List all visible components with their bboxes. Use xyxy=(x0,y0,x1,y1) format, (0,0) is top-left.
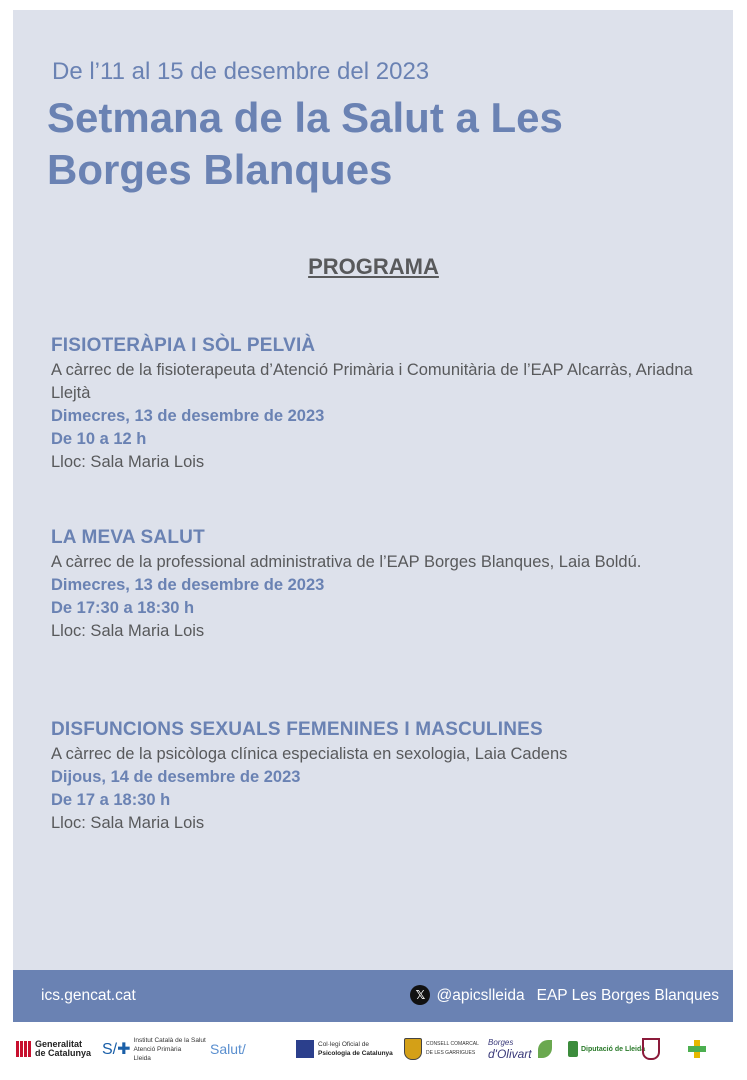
event-place: Lloc: Sala Maria Lois xyxy=(51,453,205,471)
ics-logo: S/✚ Institut Català de la Salut Atenció Primària Lleida xyxy=(102,1036,206,1062)
cross-logo xyxy=(688,1026,706,1072)
event-date: Dimecres, 13 de desembre de 2023 xyxy=(51,407,325,425)
page-title: Setmana de la Salut a Les Borges Blanques xyxy=(47,94,563,193)
event-date: Dimecres, 13 de desembre de 2023 xyxy=(51,576,325,594)
center-name: EAP Les Borges Blanques xyxy=(536,987,719,1004)
social-handle-link[interactable]: @apicslleida xyxy=(436,987,525,1004)
event-date: Dijous, 14 de desembre de 2023 xyxy=(51,768,301,786)
event-place: Lloc: Sala Maria Lois xyxy=(51,814,205,832)
borges-logo: Borges d'Olivart xyxy=(488,1026,552,1072)
diputacio-logo: Diputació de Lleida xyxy=(568,1026,645,1072)
generalitat-logo: Generalitat de Catalunya xyxy=(16,1026,91,1072)
copc-square-icon xyxy=(296,1040,314,1058)
x-logo-icon[interactable]: 𝕏 xyxy=(410,985,430,1005)
ajuntament-logo xyxy=(642,1026,660,1072)
event-item xyxy=(51,718,701,835)
event-time: De 10 a 12 h xyxy=(51,430,147,448)
salut-logo: Salut/ xyxy=(210,1041,246,1057)
crest-icon xyxy=(642,1038,660,1060)
event-place: Lloc: Sala Maria Lois xyxy=(51,622,205,640)
event-description: A càrrec de la psicòloga clínica especialista en sexologia, Laia Cadens xyxy=(51,745,568,763)
website-link[interactable]: ics.gencat.cat xyxy=(41,987,136,1004)
generalitat-bars-icon xyxy=(16,1041,31,1057)
cross-icon xyxy=(688,1040,706,1058)
event-title: DISFUNCIONS SEXUALS FEMENINES I MASCULINES xyxy=(51,719,543,740)
event-item xyxy=(51,526,701,643)
ics-s-icon: S/✚ xyxy=(102,1041,131,1058)
consell-logo: CONSELL COMARCAL DE LES GARRIGUES xyxy=(404,1026,480,1072)
date-range: De l’11 al 15 de desembre del 2023 xyxy=(52,58,430,85)
event-title: LA MEVA SALUT xyxy=(51,527,205,548)
footer-bar xyxy=(13,970,733,1022)
sponsor-logos xyxy=(14,1026,734,1072)
event-description: A càrrec de la fisioterapeuta d’Atenció Primària i Comunitària de l’EAP Alcarràs, Ariadna Llejtà xyxy=(51,361,693,402)
event-title: FISIOTERÀPIA I SÒL PELVIÀ xyxy=(51,335,316,356)
shield-icon xyxy=(404,1038,422,1060)
copc-logo: Col·legi Oficial de Psicologia de Catalunya xyxy=(296,1026,393,1072)
event-time: De 17 a 18:30 h xyxy=(51,791,171,809)
leaf-icon xyxy=(538,1040,552,1058)
event-item xyxy=(51,334,701,474)
event-time: De 17:30 a 18:30 h xyxy=(51,599,195,617)
event-description: A càrrec de la professional administrativa de l’EAP Borges Blanques, Laia Boldú. xyxy=(51,553,642,571)
diputacio-icon xyxy=(568,1041,578,1057)
programa-heading: PROGRAMA xyxy=(308,254,439,279)
footer-social xyxy=(410,987,719,1005)
